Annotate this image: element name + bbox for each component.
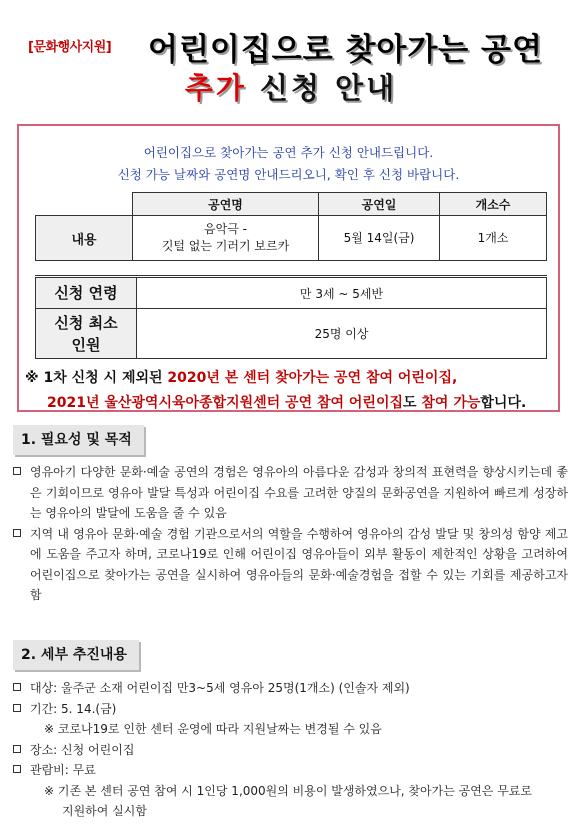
period-text: 기간: 5. 14.(금)	[30, 701, 117, 716]
list-item	[12, 524, 568, 606]
page-subtitle	[185, 71, 397, 105]
performance-date: 5월 14일(금)	[319, 216, 440, 261]
min-value: 25명 이상	[137, 309, 547, 359]
checkbox-bullet-icon	[13, 529, 21, 537]
list-item	[12, 678, 568, 699]
period-note: ※ 코로나19로 인한 센터 운영에 따라 지원날짜는 변경될 수 있음	[44, 722, 382, 736]
row-head-content: 내용	[36, 216, 133, 261]
page-title: 어린이집으로 찾아가는 공연	[148, 32, 543, 68]
eligibility-table	[35, 275, 547, 359]
subtitle-rest: 신청 안내	[246, 71, 398, 105]
note-red-1: 2020년 본 센터 찾아가는 공연 참여 어린이집,	[167, 370, 458, 386]
checkbox-bullet-icon	[13, 704, 21, 712]
age-value: 만 3세 ~ 5세반	[137, 277, 547, 309]
section-1-heading: 1. 필요성 및 목적	[13, 425, 144, 455]
min-label	[36, 309, 137, 359]
section-1-body	[12, 462, 568, 606]
header-count: 개소수	[440, 193, 547, 216]
checkbox-bullet-icon	[13, 745, 21, 753]
list-item	[12, 699, 568, 720]
checkbox-bullet-icon	[13, 467, 21, 475]
note-mid: 도	[403, 395, 422, 411]
note-line-2	[25, 391, 555, 416]
note-line-1	[25, 366, 555, 391]
fee-text: 관람비: 무료	[30, 763, 96, 777]
fee-note-line-2: 지원하여 실시함	[62, 804, 147, 818]
subtitle-accent: 추가	[184, 71, 247, 105]
category-tag: [문화행사지원]	[28, 40, 112, 55]
intro-line-1: 어린이집으로 찾아가는 공연 추가 신청 안내드립니다.	[143, 145, 434, 160]
performance-name	[133, 216, 319, 261]
target-text: 대상: 울주군 소재 어린이집 만3~5세 영유아 25명(1개소) (인솔자 제외)	[30, 681, 410, 695]
note-red-2: 2021년 울산광역시육아종합지원센터 공연 참여 어린이집	[47, 395, 403, 411]
note-prefix: ※ 1차 신청 시 제외된	[25, 370, 168, 386]
age-label: 신청 연령	[36, 277, 137, 309]
notice-box	[17, 124, 560, 412]
eligibility-note	[25, 366, 555, 416]
fee-note-line-1: ※ 기존 본 센터 공연 참여 시 1인당 1,000원의 비용이 발생하였으나, 찾아가는 공연은 무료로	[44, 783, 532, 798]
table-corner	[36, 193, 133, 216]
title-row	[0, 14, 582, 68]
performance-count: 1개소	[440, 216, 547, 261]
min-label-line-1: 신청 최소	[54, 313, 118, 332]
checkbox-bullet-icon	[13, 765, 21, 773]
list-item	[12, 760, 568, 781]
section-2-heading: 2. 세부 추진내용	[13, 640, 139, 670]
note-end: 합니다.	[480, 395, 527, 411]
header-date: 공연일	[319, 193, 440, 216]
section-1-paragraph-1: 영유아기 다양한 문화·예술 공연의 경험은 영유아의 아름다운 감성과 창의적 표현력을 향상시키는데 좋은 기회이므로 영유아 발달 특성과 어린이집 수요를 고려한 양질의 문화공연을 지원하여 빠르게 성장하는 영유아의 발달에 도움을 줄 수 있음	[30, 465, 568, 520]
intro-text	[19, 142, 558, 186]
performance-name-line-1: 음악극 -	[204, 222, 247, 236]
performance-name-line-2: 깃털 없는 기러기 보르카	[161, 239, 290, 253]
subtitle-row	[0, 66, 582, 107]
min-label-line-2: 인원	[71, 335, 101, 354]
intro-line-2: 신청 가능 날짜와 공연명 안내드리오니, 확인 후 신청 바랍니다.	[117, 167, 460, 182]
section-1-paragraph-2: 지역 내 영유아 문화·예술 경험 기관으로서의 역할을 수행하여 영유아의 감성 발달 및 창의성 함양 제고에 도움을 주고자 하며, 코로나19로 인해 어린이집 영유아들이 외부 활동이 제한적인 상황을 고려하여 어린이집으로 찾아가는 공연을 실시하여 영유아들의 문화·예술경험을 접할 수 있는 기회를 제공하고자 함	[30, 526, 568, 602]
performance-table	[35, 192, 547, 261]
list-item	[12, 462, 568, 524]
header-performance: 공연명	[133, 193, 319, 216]
checkbox-bullet-icon	[13, 683, 21, 691]
list-item	[12, 740, 568, 761]
note-red-3: 참여 가능	[421, 395, 481, 411]
place-text: 장소: 신청 어린이집	[30, 742, 135, 757]
section-2-body	[12, 678, 568, 822]
